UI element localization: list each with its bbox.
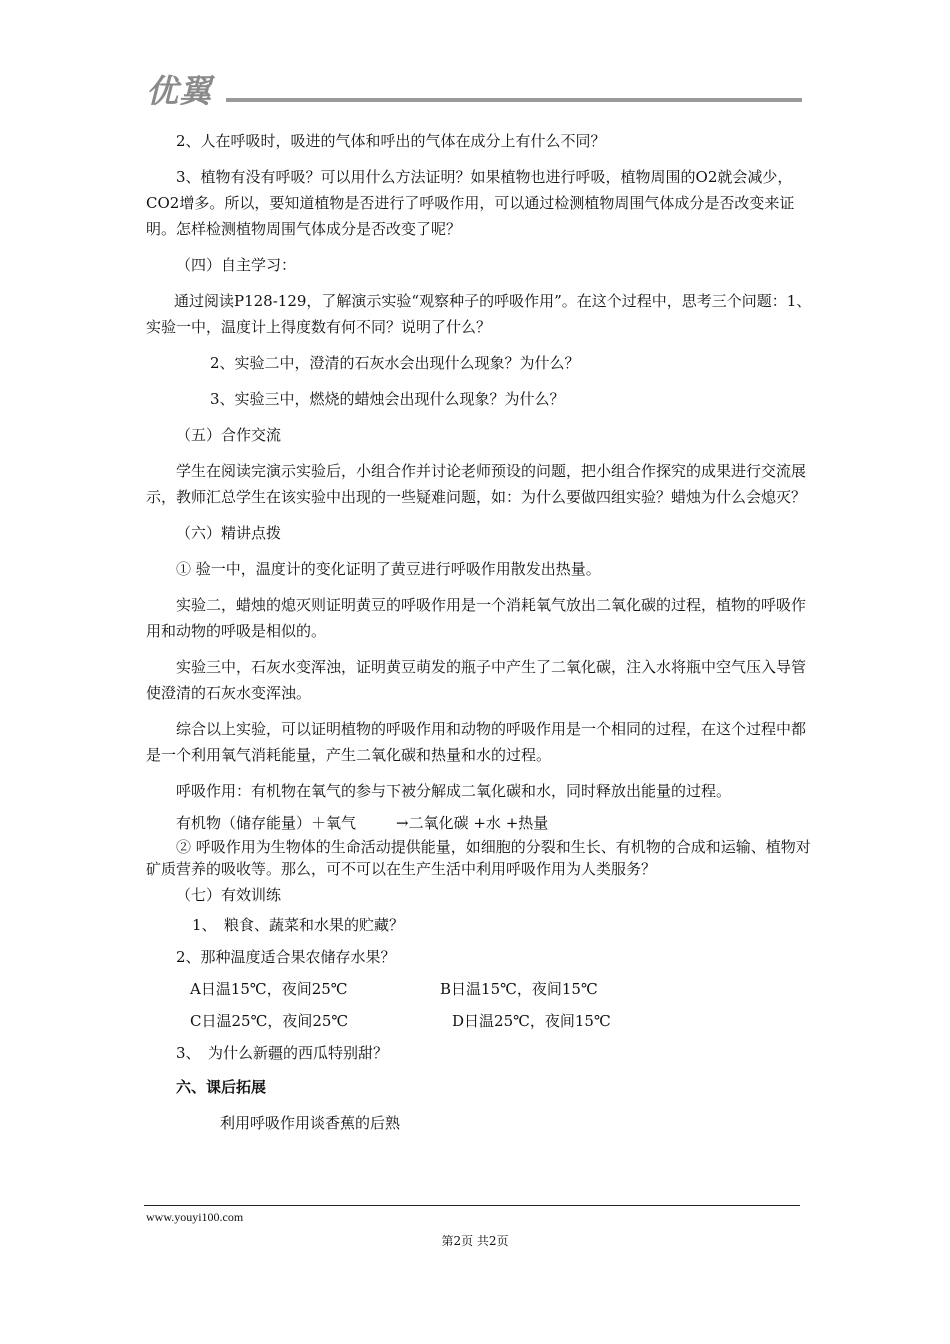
training-q3: 3、 为什么新疆的西瓜特别甜？ (176, 1044, 389, 1062)
section-heading-extension: 六、课后拓展 (176, 1078, 267, 1096)
section-heading-6: （六）精讲点拨 (176, 524, 282, 542)
question-3: 3、植物有没有呼吸？可以用什么方法证明？如果植物也进行呼吸，植物周围的O2就会减少，CO2增多。所以，要知道植物是否进行了呼吸作用，可以通过检测植物周围气体成分是否改变来证明。怎样检测植物周围气体成分是否改变了呢？ (146, 168, 795, 238)
extension-topic: 利用呼吸作用谈香蕉的后熟 (220, 1114, 401, 1132)
self-study-q3: 3、实验三中，燃烧的蜡烛会出现什么现象？为什么？ (210, 390, 565, 408)
options-row-1 (146, 976, 816, 1002)
explain-point-1: ① 验一中，温度计的变化证明了黄豆进行呼吸作用散发出热量。 (176, 560, 601, 578)
explain-point-2: ② 呼吸作用为生物体的生命活动提供能量，如细胞的分裂和生长、有机物的合成和运输、植物对矿质营养的吸收等。那么，可不可以在生产生活中利用呼吸作用为人类服务？ (146, 838, 811, 878)
cooperation-paragraph: 学生在阅读完演示实验后，小组合作并讨论老师预设的问题，把小组合作探究的成果进行交流展示，教师汇总学生在该实验中出现的一些疑难问题，如：为什么要做四组实验？蜡烛为什么会熄灭？ (146, 462, 807, 506)
footer-url: www.youyi100.com (146, 1210, 244, 1224)
option-d: D日温25℃，夜间15℃ (452, 1012, 611, 1030)
respiration-definition: 呼吸作用：有机物在氧气的参与下被分解成二氧化碳和水，同时释放出能量的过程。 (176, 782, 732, 800)
section-heading-5: （五）合作交流 (176, 426, 282, 444)
formula-reactants: 有机物（储存能量）＋氧气 (176, 814, 357, 832)
explain-summary: 综合以上实验，可以证明植物的呼吸作用和动物的呼吸作用是一个相同的过程，在这个过程中都是一个利用氧气消耗能量，产生二氧化碳和热量和水的过程。 (146, 720, 807, 764)
training-q1: 1、 粮食、蔬菜和水果的贮藏？ (192, 916, 405, 934)
explain-experiment-2: 实验二，蜡烛的熄灭则证明黄豆的呼吸作用是一个消耗氧气放出二氧化碳的过程，植物的呼吸作用和动物的呼吸是相似的。 (146, 596, 807, 640)
header-divider (226, 98, 802, 102)
page-number: 第2页 共2页 (441, 1234, 509, 1248)
question-2: 2、人在呼吸时，吸进的气体和呼出的气体在成分上有什么不同？ (176, 132, 606, 150)
option-a: A日温15℃，夜间25℃ (190, 980, 348, 998)
option-c: C日温25℃，夜间25℃ (190, 1012, 349, 1030)
respiration-formula (146, 810, 816, 836)
brand-logo: 优翼 (146, 72, 213, 110)
self-study-q2: 2、实验二中，澄清的石灰水会出现什么现象？为什么？ (210, 354, 580, 372)
options-row-2 (146, 1008, 816, 1034)
training-q2: 2、那种温度适合果农储存水果？ (176, 948, 396, 966)
section-heading-7: （七）有效训练 (176, 886, 282, 904)
formula-arrow: → (396, 814, 409, 832)
footer-divider (144, 1205, 800, 1206)
section-heading-4: （四）自主学习： (176, 256, 297, 274)
formula-products: 二氧化碳 +水 +热量 (408, 814, 549, 832)
option-b: B日温15℃，夜间15℃ (440, 980, 598, 998)
document-body (146, 124, 816, 1136)
explain-experiment-3: 实验三中，石灰水变浑浊，证明黄豆萌发的瓶子中产生了二氧化碳，注入水将瓶中空气压入导管使澄清的石灰水变浑浊。 (146, 658, 807, 702)
self-study-paragraph: 通过阅读P128-129，了解演示实验“观察种子的呼吸作用”。在这个过程中，思考三个问题：1、实验一中，温度计上得度数有何不同？说明了什么？ (146, 292, 812, 336)
